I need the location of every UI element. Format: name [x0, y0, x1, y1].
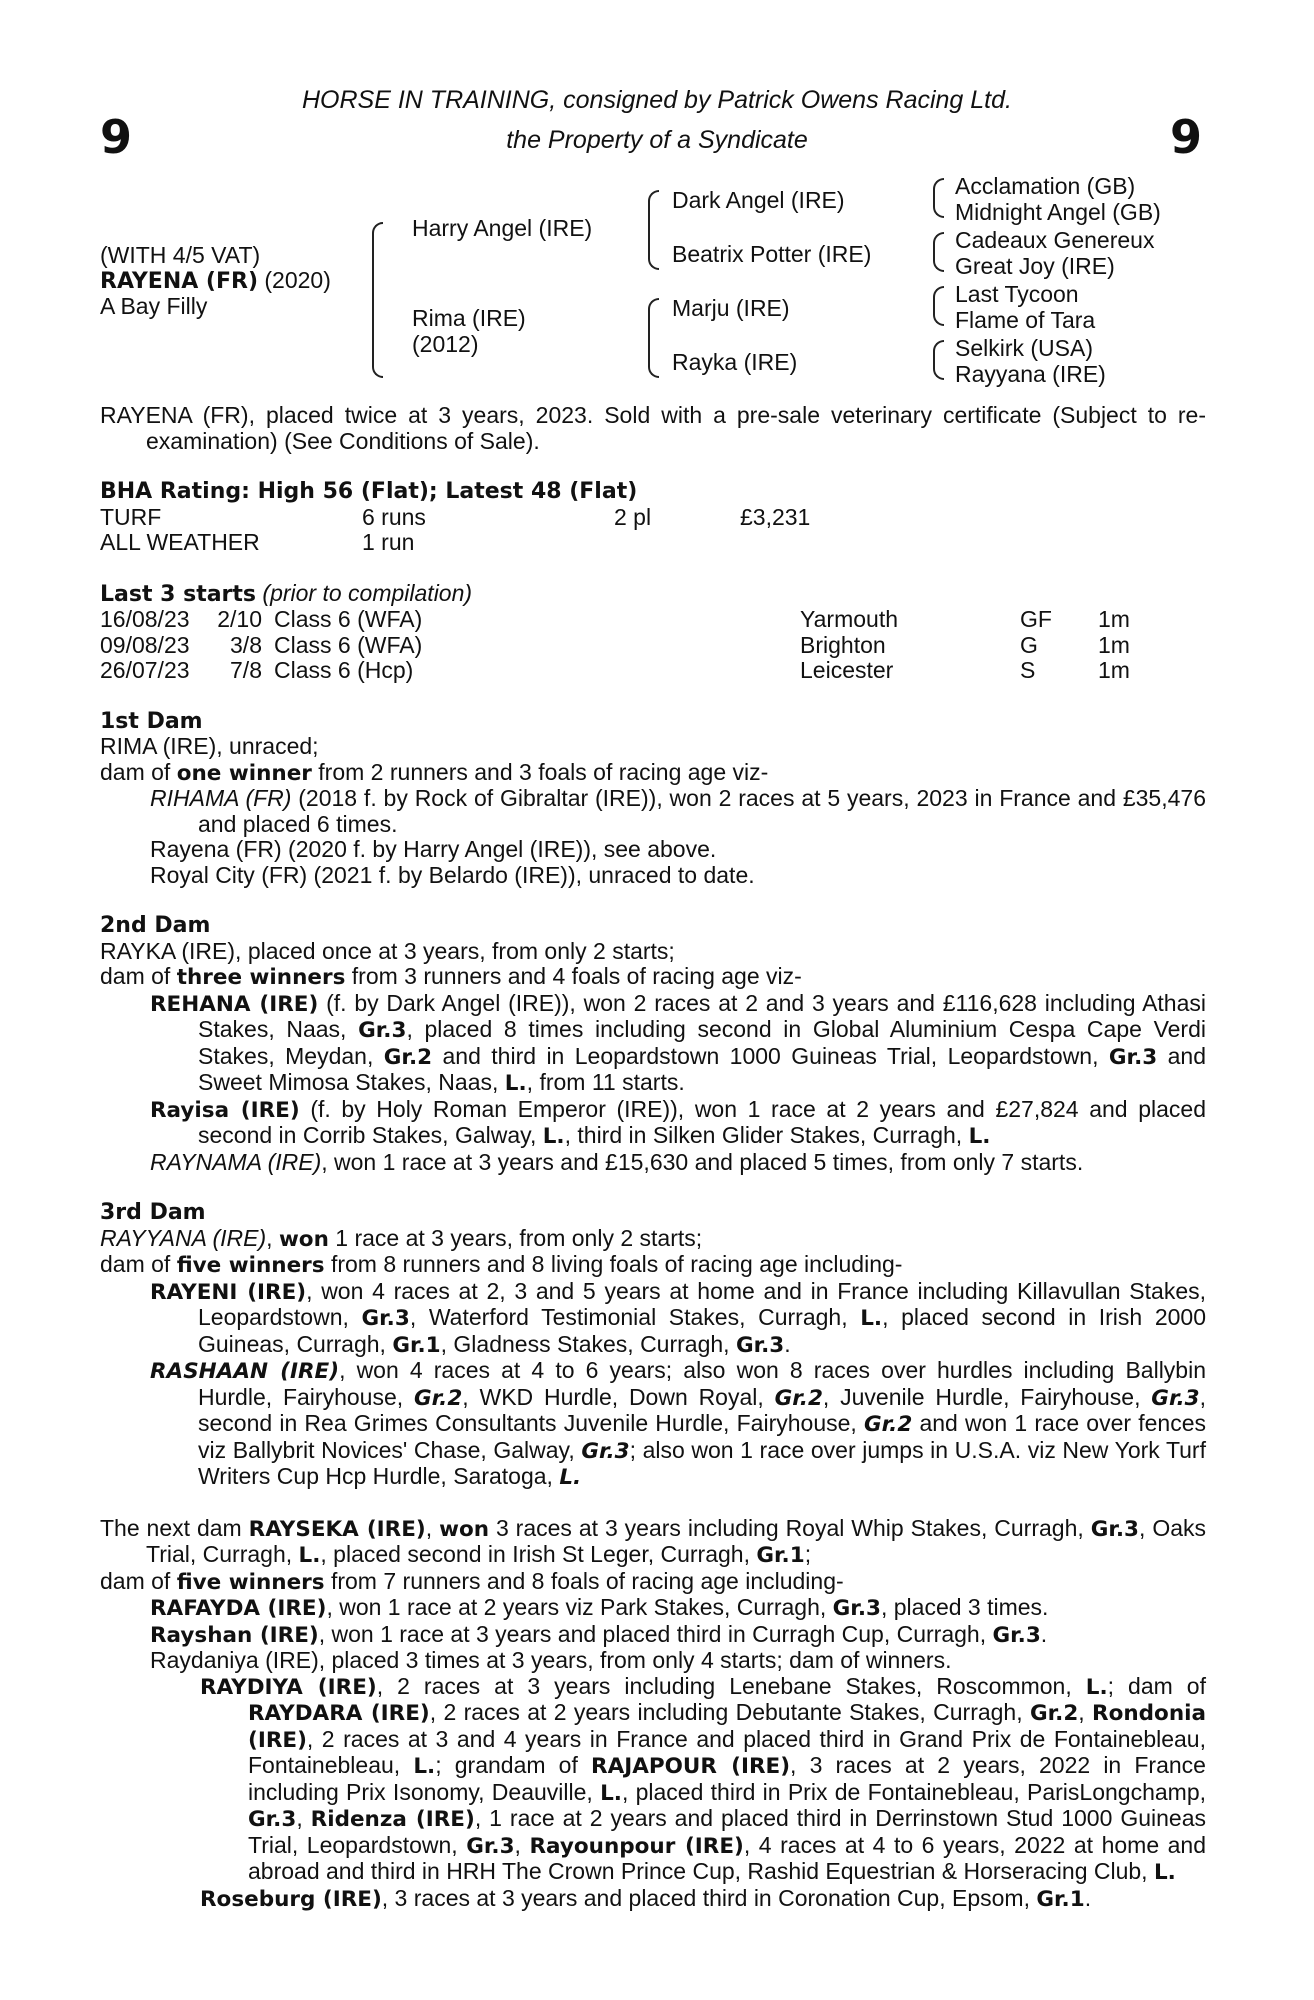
gen3-2: Midnight Angel (GB) — [955, 199, 1161, 225]
third-dam-offspring-1: RAYENI (IRE), won 4 races at 2, 3 and 5 years at home and in France including Killavullan Stakes, Leopardstown, Gr.3, Waterford Testimonial Stakes, Curragh, L., placed second in Irish 2000 Guineas, Curragh, Gr.1, Gladness Stakes, Curragh, Gr.3. — [150, 1277, 1207, 1358]
third-dam-intro: RAYYANA (IRE), won 1 race at 3 years, from only 2 starts; — [100, 1224, 703, 1252]
lot-number-left: 9 — [100, 110, 133, 164]
horse-description: A Bay Filly — [100, 293, 208, 319]
gen3-7: Selkirk (USA) — [955, 335, 1094, 361]
dam-dam: Rayka (IRE) — [672, 349, 798, 375]
start-date: 09/08/23 — [100, 631, 190, 658]
start-distance: 1m — [1098, 606, 1130, 632]
rating-prize: £3,231 — [740, 503, 811, 530]
start-course: Brighton — [800, 631, 886, 658]
start-going: G — [1020, 631, 1038, 658]
last-starts-title: Last 3 starts — [100, 581, 257, 607]
start-going: S — [1020, 657, 1036, 683]
first-dam-offspring-3: Royal City (FR) (2021 f. by Belardo (IRE)), unraced to date. — [150, 861, 755, 888]
next-dam-grand-offspring-1: RAYDIYA (IRE), 2 races at 3 years including Lenebane Stakes, Roscommon, L.; dam of RAYDARA (IRE), 2 races at 2 years including Debutante Stakes, Curragh, Gr.2, Rondonia (IRE), 2 races at 3 and 4 years in France and placed third in Grand Prix de Fontainebleau, Fontainebleau, L.; grandam of RAJAPOUR (IRE), 3 races at 2 years, 2022 in France including Prix Isonomy, Deauville, L., placed third in Prix de Fontainebleau, ParisLongchamp, Gr.3, Ridenza (IRE), 1 race at 2 years and placed third in Derrinstown Stud 1000 Guineas Trial, Leopardstown, Gr.3, Rayounpour (IRE), 4 races at 4 to 6 years, 2022 at home and abroad and third in HRH The Crown Prince Cup, Rashid Equestrian & Horseracing Club, L. — [200, 1672, 1207, 1885]
third-dam-offspring-2: RASHAAN (IRE), won 4 races at 4 to 6 years; also won 8 races over hurdles including Ballybin Hurdle, Fairyhouse, Gr.2, WKD Hurdle, Down Royal, Gr.2, Juvenile Hurdle, Fairyhouse, Gr.3, second in Rea Grimes Consultants Juvenile Hurdle, Fairyhouse, Gr.2 and won 1 race over fences viz Ballybrit Novices' Chase, Galway, Gr.3; also won 1 race over jumps in U.S.A. viz New York Turf Writers Cup Hcp Hurdle, Saratoga, L. — [150, 1357, 1207, 1490]
rating-row — [100, 530, 1206, 556]
first-dam-offspring-1: RIHAMA (FR) (2018 f. by Rock of Gibraltar (IRE)), won 2 races at 5 years, 2023 in France and £35,476 and placed 6 times. — [150, 785, 1206, 837]
first-dam-heading: 1st Dam — [100, 708, 203, 734]
start-going: GF — [1020, 606, 1052, 632]
first-dam-intro: RIMA (IRE), unraced; — [100, 733, 319, 759]
next-dam-intro: The next dam RAYSEKA (IRE), won 3 races at 3 years including Royal Whip Stakes, Curragh, Gr.3, Oaks Trial, Curragh, L., placed second in Irish St Leger, Curragh, Gr.1; — [100, 1514, 1207, 1568]
gen3-3: Cadeaux Genereux — [955, 227, 1155, 253]
gen3-8: Rayyana (IRE) — [955, 361, 1106, 387]
horse-name: RAYENA (FR) — [100, 269, 258, 294]
dam-sire: Marju (IRE) — [672, 295, 790, 321]
catalogue-content — [100, 403, 1206, 1912]
property-line: the Property of a Syndicate — [506, 126, 808, 154]
last-starts-heading — [100, 581, 1206, 608]
next-dam-offspring-3: Raydaniya (IRE), placed 3 times at 3 years, from only 4 starts; dam of winners. — [150, 1647, 952, 1673]
gen3-5: Last Tycoon — [955, 281, 1079, 307]
summary: RAYENA (FR), placed twice at 3 years, 2023. Sold with a pre-sale veterinary certificate (Subject to re- examination) (See Conditions of Sale). — [100, 402, 1206, 454]
sire: Harry Angel (IRE) — [412, 215, 593, 241]
first-dam-offspring-2: Rayena (FR) (2020 f. by Harry Angel (IRE)), see above. — [150, 836, 717, 862]
next-dam-production: dam of five winners from 7 runners and 8 foals of racing age including- — [100, 1567, 844, 1595]
start-course: Leicester — [800, 657, 894, 683]
first-dam-production: dam of one winner from 2 runners and 3 foals of racing age viz- — [100, 758, 769, 786]
start-date: 16/08/23 — [100, 606, 190, 632]
rating-placed: 2 pl — [614, 503, 652, 530]
rating-surface: TURF — [100, 503, 162, 530]
brace-gen3-1 — [933, 178, 944, 218]
start-position: 2/10 — [217, 606, 262, 632]
start-course: Yarmouth — [800, 606, 899, 632]
last-starts-note: (prior to compilation) — [262, 579, 473, 606]
start-race: Class 6 (Hcp) — [274, 657, 414, 683]
rating-surface: ALL WEATHER — [100, 529, 260, 555]
start-row — [100, 607, 1206, 633]
vat-note: (WITH 4/5 VAT) — [100, 242, 261, 268]
second-dam-heading: 2nd Dam — [100, 913, 211, 938]
start-row — [100, 658, 1206, 684]
start-distance: 1m — [1098, 657, 1130, 683]
second-dam-offspring-3: RAYNAMA (IRE), won 1 race at 3 years and £15,630 and placed 5 times, from only 7 starts. — [150, 1148, 1084, 1175]
start-position: 3/8 — [230, 631, 262, 658]
horse-name-line — [100, 268, 331, 294]
rating-runs: 6 runs — [362, 503, 426, 530]
next-dam-offspring-1: RAFAYDA (IRE), won 1 race at 2 years viz Park Stakes, Curragh, Gr.3, placed 3 times. — [150, 1594, 1049, 1621]
second-dam-offspring-2: Rayisa (IRE) (f. by Holy Roman Emperor (IRE)), won 1 race at 2 years and £27,824 and placed second in Corrib Stakes, Galway, L., third in Silken Glider Stakes, Curragh, L. — [150, 1095, 1206, 1149]
second-dam-offspring-1: REHANA (IRE) (f. by Dark Angel (IRE)), won 2 races at 2 and 3 years and £116,628 including Athasi Stakes, Naas, Gr.3, placed 8 times including second in Global Aluminium Cespa Cape Verdi Stakes, Meydan, Gr.2 and third in Leopardstown 1000 Guineas Trial, Leopardstown, Gr.3 and Sweet Mimosa Stakes, Naas, L., from 11 starts. — [150, 989, 1207, 1096]
gen3-4: Great Joy (IRE) — [955, 253, 1115, 279]
rating-placed — [614, 530, 740, 556]
gen3-1: Acclamation (GB) — [955, 173, 1136, 199]
third-dam-production: dam of five winners from 8 runners and 8 living foals of racing age including- — [100, 1251, 903, 1278]
rating-runs: 1 run — [362, 529, 415, 555]
start-position: 7/8 — [230, 657, 262, 683]
brace-gen2-dam — [648, 298, 659, 378]
sire-dam: Beatrix Potter (IRE) — [672, 241, 872, 267]
third-dam-heading: 3rd Dam — [100, 1200, 206, 1225]
start-race: Class 6 (WFA) — [274, 631, 423, 658]
dam: Rima (IRE) — [412, 305, 526, 331]
gen3-6: Flame of Tara — [955, 307, 1096, 333]
rating-heading: BHA Rating: High 56 (Flat); Latest 48 (Flat) — [100, 479, 638, 504]
second-dam-production: dam of three winners from 3 runners and 4 foals of racing age viz- — [100, 963, 802, 990]
start-row — [100, 633, 1206, 659]
consignor-line: HORSE IN TRAINING, consigned by Patrick Owens Racing Ltd. — [302, 86, 1012, 114]
brace-gen3-4 — [933, 340, 944, 380]
sire-sire: Dark Angel (IRE) — [672, 187, 845, 213]
brace-gen1 — [372, 222, 383, 378]
dam-year: (2012) — [412, 331, 479, 357]
rating-row — [100, 505, 1206, 531]
brace-gen2-sire — [648, 190, 659, 270]
next-dam-offspring-2: Rayshan (IRE), won 1 race at 3 years and placed third in Curragh Cup, Curragh, Gr.3. — [150, 1620, 1048, 1648]
horse-year: (2020) — [264, 267, 331, 293]
start-race: Class 6 (WFA) — [274, 606, 423, 632]
second-dam-intro: RAYKA (IRE), placed once at 3 years, from only 2 starts; — [100, 937, 675, 964]
brace-gen3-2 — [933, 232, 944, 272]
start-distance: 1m — [1098, 631, 1130, 658]
lot-number-right: 9 — [1170, 110, 1203, 164]
start-date: 26/07/23 — [100, 657, 190, 683]
brace-gen3-3 — [933, 286, 944, 326]
next-dam-grand-offspring-2: Roseburg (IRE), 3 races at 3 years and placed third in Coronation Cup, Epsom, Gr.1. — [200, 1884, 1092, 1912]
